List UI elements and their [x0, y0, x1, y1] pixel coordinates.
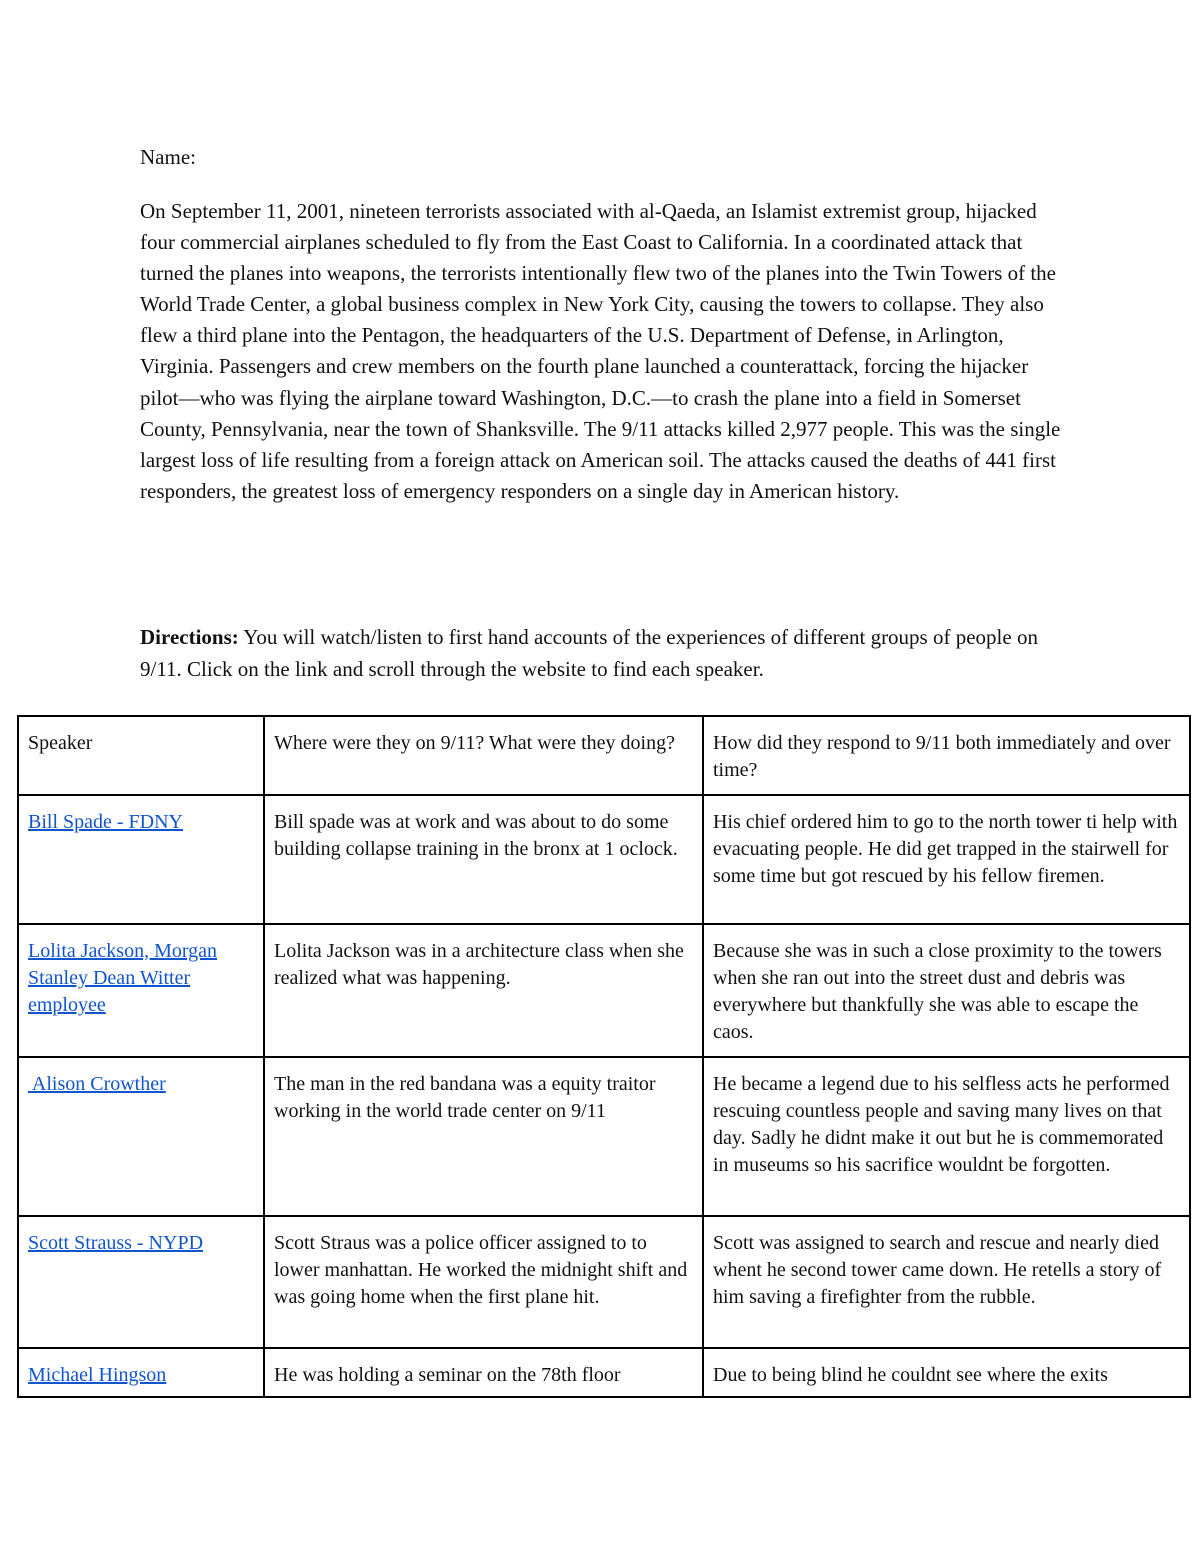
table-row — [18, 795, 1190, 924]
table-row — [18, 1216, 1190, 1348]
where-cell: Lolita Jackson was in a architecture class when she realized what was happening. — [264, 924, 703, 1057]
header-speaker: Speaker — [18, 716, 264, 795]
directions-paragraph — [140, 622, 1070, 685]
speaker-cell — [18, 924, 264, 1057]
response-cell: His chief ordered him to go to the north tower ti help with evacuating people. He did get trapped in the stairwell for some time but got rescued by his fellow firemen. — [703, 795, 1190, 924]
table-row — [18, 924, 1190, 1057]
header-where: Where were they on 9/11? What were they doing? — [264, 716, 703, 795]
response-cell: He became a legend due to his selfless acts he performed rescuing countless people and saving many lives on that day. Sadly he didnt make it out but he is commemorated in museums so his sacrifice wouldnt be forgotten. — [703, 1057, 1190, 1216]
speaker-table — [17, 715, 1191, 1398]
speaker-link-scott-strauss[interactable]: Scott Strauss - NYPD — [28, 1232, 204, 1254]
header-response: How did they respond to 9/11 both immediately and over time? — [703, 716, 1190, 795]
speaker-cell — [18, 1057, 264, 1216]
speaker-link-bill-spade[interactable]: Bill Spade - FDNY — [28, 811, 183, 833]
where-cell: The man in the red bandana was a equity traitor working in the world trade center on 9/11 — [264, 1057, 703, 1216]
speaker-cell — [18, 1216, 264, 1348]
intro-paragraph: On September 11, 2001, nineteen terrorists associated with al-Qaeda, an Islamist extremist group, hijacked four commercial airplanes scheduled to fly from the East Coast to California. In a coordinated attack that turned the planes into weapons, the terrorists intentionally flew two of the planes into the Twin Towers of the World Trade Center, a global business complex in New York City, causing the towers to collapse. They also flew a third plane into the Pentagon, the headquarters of the U.S. Department of Defense, in Arlington, Virginia. Passengers and crew members on the fourth plane launched a counterattack, forcing the hijacker pilot—who was flying the airplane toward Washington, D.C.—to crash the plane into a field in Somerset County, Pennsylvania, near the town of Shanksville. The 9/11 attacks killed 2,977 people. This was the single largest loss of life resulting from a foreign attack on American soil. The attacks caused the deaths of 441 first responders, the greatest loss of emergency responders on a single day in American history. — [140, 199, 1061, 503]
table-header-row — [18, 716, 1190, 795]
response-cell: Because she was in such a close proximity to the towers when she ran out into the street dust and debris was everywhere but thankfully she was able to escape the caos. — [703, 924, 1190, 1057]
speaker-link-michael-hingson[interactable]: Michael Hingson — [28, 1364, 167, 1386]
speaker-link-alison-crowther[interactable]: Alison Crowther — [28, 1073, 166, 1095]
where-cell: Bill spade was at work and was about to do some building collapse training in the bronx at 1 oclock. — [264, 795, 703, 924]
response-cell: Due to being blind he couldnt see where the exits — [703, 1348, 1190, 1397]
name-label: Name: — [140, 145, 196, 169]
where-cell: He was holding a seminar on the 78th floor — [264, 1348, 703, 1397]
speaker-link-lolita-jackson[interactable]: Lolita Jackson, Morgan Stanley Dean Witter employee — [28, 940, 218, 1016]
speaker-cell — [18, 795, 264, 924]
table-row — [18, 1057, 1190, 1216]
directions-label: Directions: — [140, 625, 239, 649]
where-cell: Scott Straus was a police officer assigned to to lower manhattan. He worked the midnight shift and was going home when the first plane hit. — [264, 1216, 703, 1348]
directions-text: You will watch/listen to first hand accounts of the experiences of different groups of people on 9/11. Click on the link and scroll through the website to find each speaker. — [140, 625, 1038, 681]
table-row — [18, 1348, 1190, 1397]
response-cell: Scott was assigned to search and rescue and nearly died whent he second tower came down. He retells a story of him saving a firefighter from the rubble. — [703, 1216, 1190, 1348]
speaker-cell — [18, 1348, 264, 1397]
